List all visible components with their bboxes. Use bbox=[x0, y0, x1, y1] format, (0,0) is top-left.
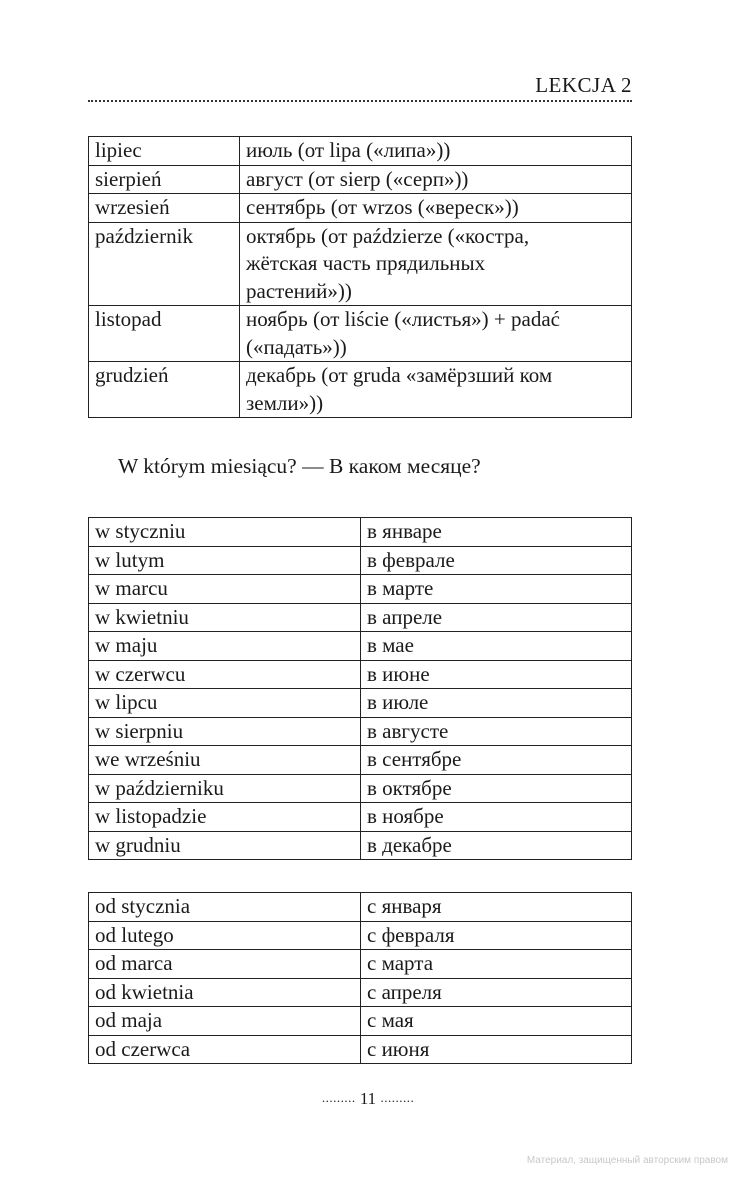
polish-phrase: od marca bbox=[89, 950, 361, 979]
russian-translation: июль (от lipa («липа»)) bbox=[240, 137, 632, 166]
table-row bbox=[89, 603, 632, 632]
table-row bbox=[89, 831, 632, 860]
polish-month: lipiec bbox=[89, 137, 240, 166]
russian-phrase: с января bbox=[361, 893, 632, 922]
section-question: W którym miesiącu? — В каком месяце? bbox=[118, 454, 481, 478]
polish-phrase: od stycznia bbox=[89, 893, 361, 922]
header-dotted-rule bbox=[88, 100, 632, 102]
polish-month: listopad bbox=[89, 306, 240, 362]
polish-phrase: w maju bbox=[89, 632, 361, 661]
polish-month: wrzesień bbox=[89, 194, 240, 223]
russian-translation: ноябрь (от liście («листья») + padać («падать»)) bbox=[240, 306, 632, 362]
russian-translation: декабрь (от gruda «замёрзший ком земли»)) bbox=[240, 362, 632, 418]
table-row bbox=[89, 774, 632, 803]
russian-translation: август (от sierp («серп»)) bbox=[240, 165, 632, 194]
table-row bbox=[89, 165, 632, 194]
polish-phrase: od kwietnia bbox=[89, 978, 361, 1007]
in-month-table bbox=[88, 517, 632, 860]
russian-phrase: в апреле bbox=[361, 603, 632, 632]
russian-phrase: в декабре bbox=[361, 831, 632, 860]
polish-phrase: w październiku bbox=[89, 774, 361, 803]
table-row bbox=[89, 660, 632, 689]
table-row bbox=[89, 893, 632, 922]
polish-phrase: w marcu bbox=[89, 575, 361, 604]
polish-phrase: we wrześniu bbox=[89, 746, 361, 775]
polish-phrase: w styczniu bbox=[89, 518, 361, 547]
russian-phrase: в марте bbox=[361, 575, 632, 604]
polish-phrase: w lipcu bbox=[89, 689, 361, 718]
table-row bbox=[89, 632, 632, 661]
polish-month: grudzień bbox=[89, 362, 240, 418]
table-row bbox=[89, 575, 632, 604]
table-row bbox=[89, 137, 632, 166]
polish-phrase: od maja bbox=[89, 1007, 361, 1036]
table-row bbox=[89, 306, 632, 362]
table-row bbox=[89, 803, 632, 832]
polish-phrase: w listopadzie bbox=[89, 803, 361, 832]
from-month-table bbox=[88, 892, 632, 1064]
russian-phrase: с апреля bbox=[361, 978, 632, 1007]
page-number: 11 bbox=[359, 1089, 377, 1108]
table-row bbox=[89, 1035, 632, 1064]
table-row bbox=[89, 362, 632, 418]
russian-translation: октябрь (от paździerze («костра, жётская часть прядильных растений»)) bbox=[240, 222, 632, 306]
russian-phrase: в сентябре bbox=[361, 746, 632, 775]
table-row bbox=[89, 950, 632, 979]
table-row bbox=[89, 518, 632, 547]
table-row bbox=[89, 1007, 632, 1036]
russian-phrase: с мая bbox=[361, 1007, 632, 1036]
running-header: LEKCJA 2 bbox=[535, 73, 632, 97]
months-etymology-table bbox=[88, 136, 632, 418]
table-row bbox=[89, 689, 632, 718]
polish-phrase: od czerwca bbox=[89, 1035, 361, 1064]
table-row bbox=[89, 546, 632, 575]
russian-phrase: в июле bbox=[361, 689, 632, 718]
table-row bbox=[89, 746, 632, 775]
russian-phrase: с марта bbox=[361, 950, 632, 979]
table-row bbox=[89, 978, 632, 1007]
russian-translation: сентябрь (от wrzos («вереск»)) bbox=[240, 194, 632, 223]
russian-phrase: в феврале bbox=[361, 546, 632, 575]
polish-phrase: w lutym bbox=[89, 546, 361, 575]
russian-phrase: в январе bbox=[361, 518, 632, 547]
russian-phrase: в августе bbox=[361, 717, 632, 746]
russian-phrase: в октябре bbox=[361, 774, 632, 803]
russian-phrase: с февраля bbox=[361, 921, 632, 950]
table-row bbox=[89, 222, 632, 306]
table-row bbox=[89, 194, 632, 223]
polish-month: październik bbox=[89, 222, 240, 306]
copyright-watermark: Материал, защищенный авторским правом bbox=[526, 1155, 728, 1166]
page-number-footer bbox=[300, 1087, 436, 1110]
polish-phrase: w czerwcu bbox=[89, 660, 361, 689]
russian-phrase: в июне bbox=[361, 660, 632, 689]
footer-dots-right: ......... bbox=[380, 1090, 415, 1105]
russian-phrase: в мае bbox=[361, 632, 632, 661]
russian-phrase: в ноябре bbox=[361, 803, 632, 832]
polish-phrase: w grudniu bbox=[89, 831, 361, 860]
polish-phrase: od lutego bbox=[89, 921, 361, 950]
table-row bbox=[89, 717, 632, 746]
russian-phrase: с июня bbox=[361, 1035, 632, 1064]
table-row bbox=[89, 921, 632, 950]
polish-phrase: w kwietniu bbox=[89, 603, 361, 632]
footer-dots-left: ......... bbox=[321, 1090, 356, 1105]
polish-month: sierpień bbox=[89, 165, 240, 194]
polish-phrase: w sierpniu bbox=[89, 717, 361, 746]
